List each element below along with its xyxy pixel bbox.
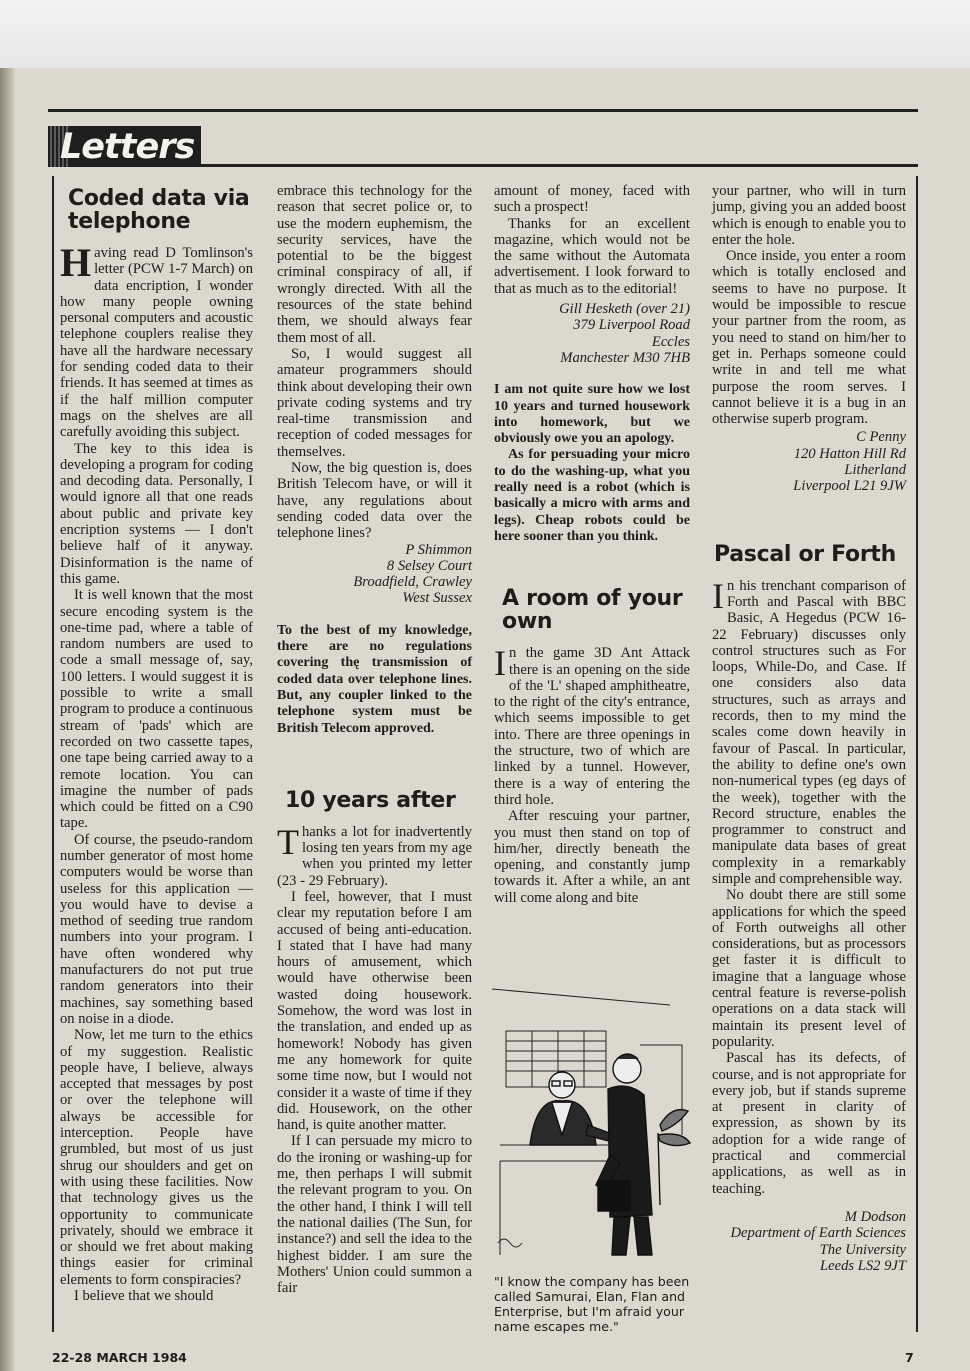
letter2-paragraph: I feel, however, that I must clear my reputation before I am accused of being anti-education. I stated that I have had many hours of amusement, which would have otherwise been wasted doing housework. Somehow, the word was lost in the translation, and ended up as homework! Nobody has given me any homework for quite some time now, but I would not consider it a waste of time if they did. Housework, on the other hand, is quite another matter. [277, 888, 472, 1134]
letter2-paragraph: Thanks for an excellent magazine, which would not be the same without the Automata advertisement. I look forward to that as much as to the editorial! [494, 215, 690, 297]
letter3-signature: C Penny 120 Hatton Hill Rd Litherland Liverpool L21 9JW [793, 429, 906, 495]
letter1-paragraph: Now, let me turn to the ethics of my suggestion. Realistic people have, I believe, always accepted that messages by post or over the telephone will always be accessible for interception. People have grumbled, but most of us just shrug our shoulders and get on with using these facilities. Now that technology gives us the opportunity to communicate privately, should we embrace it or should we fret about making things easier for criminal elements to form conspiracies? [60, 1027, 253, 1288]
column-1 [60, 183, 253, 1304]
letter2-signature: Gill Hesketh (over 21) 379 Liverpool Road Eccles Manchester M30 7HB [559, 301, 690, 366]
editor-reply: I am not quite sure how we lost 10 years and turned housework into homework, but we obviously owe you an apology. [494, 382, 690, 447]
letter1-paragraph: The key to this idea is developing a program for coding and decoding data. Personally, I would ignore all that one reads about public and private key encription systems — I don't believe half of it anyway. Disinformation is the name of this game. [60, 440, 253, 587]
issue-date: 22-28 MARCH 1984 [52, 1350, 187, 1365]
banner-rule [201, 164, 918, 167]
letter1-signature: P Shimmon 8 Selsey Court Broadfield, Crawley West Sussex [353, 541, 472, 607]
editor-reply: As for persuading your micro to do the washing-up, what you really need is a robot (which is basically a micro with arms and legs). Cheap robots could be here sooner than you think. [494, 447, 690, 544]
page-number: 7 [905, 1350, 914, 1365]
letter1-paragraph: Now, the big question is, does British Telecom have, or will it have, any regulations about sending coded data over the telephone lines? [277, 460, 472, 542]
letter2-paragraph: amount of money, faced with such a prospect! [494, 183, 690, 216]
letter4-signature: M Dodson Department of Earth Sciences The University Leeds LS2 9JT [730, 1208, 906, 1274]
cartoon-illustration [492, 985, 698, 1267]
letter4-paragraph: In his trenchant comparison of Forth and Pascal with BBC Basic, A Hegedus (PCW 16-22 February) discusses only control structures such as For loops, While-Do, and Case. If one considers also data structures, such as arrays and records, then to my mind the scales come down heavily in favour of Pascal. In particular, the ability to define one's own non-numerical types (eg days of the week), together with the Record structure, enables the programmer to construct and manipulate data bases of great complexity in a remarkably simple and comprehensible way. [712, 575, 906, 887]
letter1-headline: Coded data via telephone [68, 186, 250, 234]
column-4 [712, 183, 906, 1274]
letter3-paragraph: Once inside, you enter a room which is totally enclosed and seems to have no purpose. It would be impossible to rescue your partner from the room, as you need to stand on him/her to get in. Perhaps someone could write in and tell me what purpose the room serves. I cannot believe it is a bug in an otherwise superb program. [712, 248, 906, 428]
drop-cap: H [60, 240, 92, 285]
page-binding-shadow [0, 68, 14, 1371]
letter1-paragraph: It is well known that the most secure encoding system is the one-time pad, where a table of random numbers are used to code a small message of, say, 100 letters. I would suggest it is possible to write a small program to produce a continuous stream of 'pads' which are recorded on two cassette tapes, one tape being carried away to a remote location. You can imagine the number of pads which could be fitted on a C90 tape. [60, 587, 253, 832]
column-2 [277, 183, 472, 1296]
editor-reply: To the best of my knowledge, there are no regulations covering thę transmission of coded data over telephone lines. But, any coupler linked to the telephone system must be British Telecom approved. [277, 622, 472, 736]
section-title: Letters [60, 127, 195, 167]
letter3-paragraph: your partner, who will in turn jump, giving you an added boost which is enough to enable you to enter the hole. [712, 183, 906, 248]
drop-cap: T [277, 821, 299, 862]
letter4-paragraph: Pascal has its defects, of course, and is not appropriate for every job, but if stands supreme at present in clarity of expression, as shown by its adoption for a wide range of practical and commercial applications, as well as in teaching. [712, 1050, 906, 1197]
letter1-paragraph: I believe that we should [74, 1288, 214, 1304]
letter1-paragraph: Of course, the pseudo-random number generator of most home computers would be worse than useless for this application — you would have to devise a method of seeding true random numbers into your program. I have often wondered why manufacturers do not put true random generators into their machines, say something based on noise in a diode. [60, 831, 253, 1027]
right-border-rule [916, 176, 918, 1332]
letter3-paragraph: In the game 3D Ant Attack there is an opening on the side of the 'L' shaped amphitheatre, to the right of the city's entrance, which seems impossible to get into. There are three openings in the structure, two of which are linked by a tunnel. However, there is a way of entering the third hole. [494, 643, 690, 808]
letter4-headline: Pascal or Forth [714, 541, 896, 567]
column-3 [494, 183, 690, 906]
letter4-paragraph: No doubt there are still some applications for which the speed of Forth outweighs all other considerations, but as processors get faster it is difficult to imagine that a language whose central feature is reverse-polish operations on a data stack will maintain its present level of popularity. [712, 887, 906, 1050]
left-border-rule [52, 176, 54, 1332]
drop-cap: I [494, 643, 506, 684]
letter1-paragraph: embrace this technology for the reason that secret police or, to use the modern euphemism, the security services, have the potential to be the biggest criminal conspiracy of all, if wrongly directed. With all the resources of the state behind them, we should always fear them most of all. [277, 183, 472, 346]
section-banner [48, 126, 201, 167]
letter2-paragraph: If I can persuade my micro to do the ironing or washing-up for me, then perhaps I will submit the relevant program to you. On the other hand, I think I will tell the national dailies (The Sun, for instance?) and sell the idea to the highest bidder. I am sure the Mothers' Union could summon a fair [277, 1133, 472, 1297]
letter2-headline: 10 years after [285, 787, 456, 813]
drop-cap: I [712, 575, 724, 616]
top-rule [48, 109, 918, 112]
cartoon-caption: "I know the company has been called Samurai, Elan, Flan and Enterprise, but I'm afraid your name escapes me." [494, 1274, 690, 1334]
letter2-paragraph: Thanks a lot for inadvertently losing ten years from my age when you printed my letter (23 - 29 February). [277, 821, 472, 889]
letter1-paragraph: Having read D Tomlinson's letter (PCW 1-7 March) on data encription, I wonder how many people owning personal computers and acoustic telephone couplers realise they have all the hardware necessary for sending coded data to their friends. It has seemed at times as if the half million computer mags on the shelves are all carefully avoiding this subject. [60, 240, 253, 441]
letter1-paragraph: So, I would suggest all amateur programmers should think about developing their own private coding systems and try real-time transmission and reception of coded messages for themselves. [277, 345, 472, 460]
letter3-paragraph: After rescuing your partner, you must then stand on top of him/her, directly beneath the opening, and constantly jump towards it. After a while, an ant will come along and bite [494, 808, 690, 906]
scan-background [0, 0, 970, 70]
letter3-headline: A room of your own [502, 586, 683, 635]
